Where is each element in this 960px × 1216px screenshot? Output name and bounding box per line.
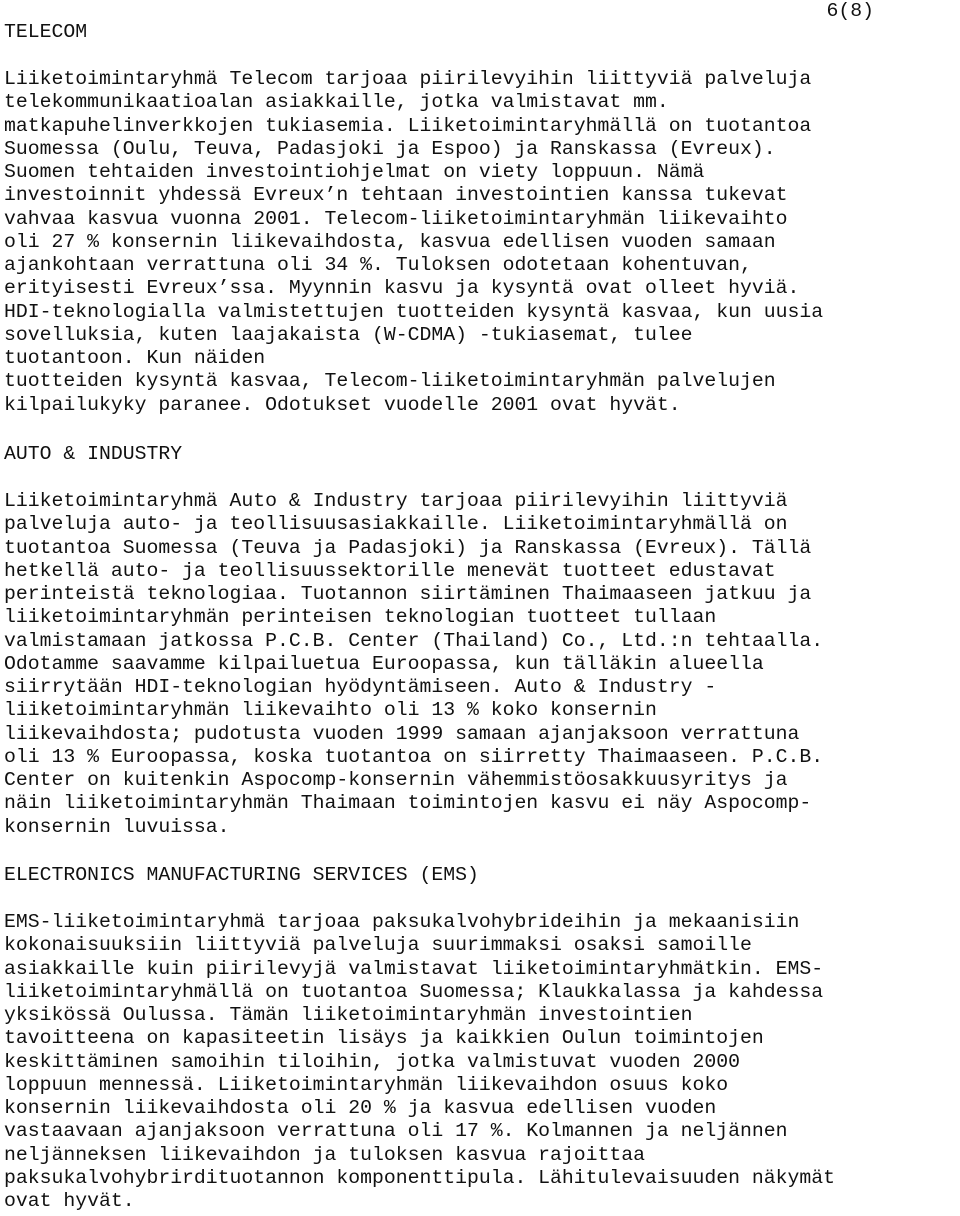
text-line: liiketoimintaryhmän perinteisen teknologian tuotteet tullaan <box>4 606 717 629</box>
text-line: EMS-liiketoimintaryhmä tarjoaa paksukalvohybrideihin ja mekaanisiin <box>4 911 800 933</box>
text-line: ovat hyvät. <box>4 1190 135 1212</box>
text-line: paksukalvohybrirdituotannon komponenttipula. Lähitulevaisuuden näkymät <box>4 1166 835 1189</box>
text-line: Liiketoimintaryhmä Auto & Industry tarjoaa piirilevyihin liittyviä <box>4 490 788 512</box>
text-line: neljänneksen liikevaihdon ja tuloksen kasvua rajoittaa <box>4 1143 646 1166</box>
text-line: Odotamme saavamme kilpailuetua Euroopassa, kun tälläkin alueella <box>4 652 764 675</box>
text-line: valmistamaan jatkossa P.C.B. Center (Thailand) Co., Ltd.:n tehtaalla. <box>4 629 824 652</box>
text-line: Suomen tehtaiden investointiohjelmat on viety loppuun. Nämä <box>4 161 705 183</box>
text-line: kilpailukyky paranee. Odotukset vuodelle 2001 ovat hyvät. <box>4 393 681 416</box>
text-line: siirrytään HDI-teknologian hyödyntämiseen. Auto & Industry - <box>4 676 717 698</box>
text-line: investoinnit yhdessä Evreux’n tehtaan investointien kanssa tukevat <box>4 184 788 207</box>
section-paragraph-ems <box>4 911 835 1213</box>
text-line: telekommunikaatioalan asiakkaille, jotka valmistavat mm. <box>4 91 669 114</box>
text-line: oli 27 % konsernin liikevaihdosta, kasvua edellisen vuoden samaan <box>4 230 776 253</box>
text-line: hetkellä auto- ja teollisuussektorille menevät tuotteet edustavat <box>4 559 776 582</box>
section-paragraph-auto-industry <box>4 490 823 839</box>
text-line: loppuun mennessä. Liiketoimintaryhmän liikevaihdon osuus koko <box>4 1073 729 1096</box>
text-line: yksikössä Oulussa. Tämän liiketoimintaryhmän investointien <box>4 1004 693 1026</box>
text-line: liikevaihdosta; pudotusta vuoden 1999 samaan ajanjaksoon verrattuna <box>4 722 800 745</box>
text-line: asiakkaille kuin piirilevyjä valmistavat liiketoimintaryhmätkin. EMS- <box>4 957 824 980</box>
text-line: keskittäminen samoihin tiloihin, jotka valmistuvat vuoden 2000 <box>4 1050 740 1073</box>
text-line: perinteistä teknologiaa. Tuotannon siirtäminen Thaimaaseen jatkuu ja <box>4 583 812 605</box>
section-heading-auto-industry: AUTO & INDUSTRY <box>4 443 183 465</box>
text-line: vastaavaan ajanjaksoon verrattuna oli 17 %. Kolmannen ja neljännen <box>4 1120 788 1143</box>
section-heading-telecom: TELECOM <box>4 21 88 43</box>
text-line: oli 13 % Euroopassa, koska tuotantoa on siirretty Thaimaaseen. P.C.B. <box>4 745 824 768</box>
text-line: Liiketoimintaryhmä Telecom tarjoaa piirilevyihin liittyviä palveluja <box>4 68 812 90</box>
text-line: sovelluksia, kuten laajakaista (W-CDMA) -tukiasemat, tulee <box>4 323 693 346</box>
text-line: tuotteiden kysyntä kasvaa, Telecom-liiketoimintaryhmän palvelujen <box>4 370 776 393</box>
text-line: matkapuhelinverkkojen tukiasemia. Liiketoimintaryhmällä on tuotantoa <box>4 114 812 137</box>
text-line: HDI-teknologialla valmistettujen tuotteiden kysyntä kasvaa, kun uusia <box>4 300 824 323</box>
text-line: konsernin liikevaihdosta oli 20 % ja kasvua edellisen vuoden <box>4 1097 717 1119</box>
text-line: konsernin luvuissa. <box>4 815 230 838</box>
text-line: palveluja auto- ja teollisuusasiakkaille. Liiketoimintaryhmällä on <box>4 513 788 536</box>
text-line: Center on kuitenkin Aspocomp-konsernin vähemmistöosakkuusyritys ja <box>4 769 788 791</box>
section-paragraph-telecom <box>4 68 823 417</box>
text-line: tuotantoa Suomessa (Teuva ja Padasjoki) ja Ranskassa (Evreux). Tällä <box>4 536 812 559</box>
text-line: liiketoimintaryhmällä on tuotantoa Suomessa; Klaukkalassa ja kahdessa <box>4 980 824 1003</box>
text-line: liiketoimintaryhmän liikevaihto oli 13 % koko konsernin <box>4 699 657 722</box>
text-line: Suomessa (Oulu, Teuva, Padasjoki ja Espoo) ja Ranskassa (Evreux). <box>4 137 776 160</box>
text-line: tuotantoon. Kun näiden <box>4 347 266 369</box>
text-line: ajankohtaan verrattuna oli 34 %. Tuloksen odotetaan kohentuvan, <box>4 254 752 276</box>
text-line: vahvaa kasvua vuonna 2001. Telecom-liiketoimintaryhmän liikevaihto <box>4 207 788 230</box>
text-line: tavoitteena on kapasiteetin lisäys ja kaikkien Oulun toimintojen <box>4 1027 764 1050</box>
text-line: näin liiketoimintaryhmän Thaimaan toimintojen kasvu ei näy Aspocomp- <box>4 792 812 815</box>
text-line: kokonaisuuksiin liittyviä palveluja suurimmaksi osaksi samoille <box>4 934 752 957</box>
text-line: erityisesti Evreux’ssa. Myynnin kasvu ja kysyntä ovat olleet hyviä. <box>4 277 800 300</box>
page-number: 6(8) <box>826 0 874 22</box>
section-heading-ems: ELECTRONICS MANUFACTURING SERVICES (EMS) <box>4 864 479 886</box>
